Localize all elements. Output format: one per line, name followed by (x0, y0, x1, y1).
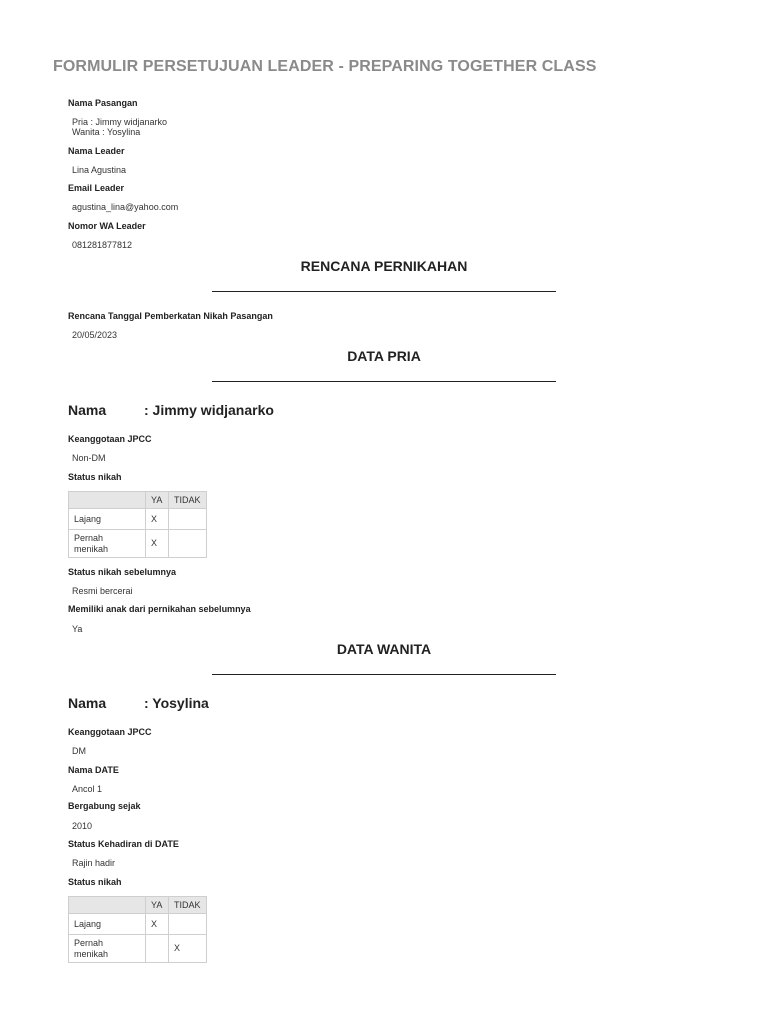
table-header-ya: YA (146, 492, 169, 509)
table-header-empty (69, 492, 146, 509)
bride-name-key: Nama (68, 695, 107, 711)
section-title-wanita: DATA WANITA (336, 641, 432, 657)
cell-ya: X (146, 914, 169, 935)
row-label-lajang: Lajang (69, 509, 146, 530)
document-title: FORMULIR PERSETUJUAN LEADER - PREPARING TOGETHER CLASS (53, 58, 597, 75)
section-rencana (0, 258, 768, 292)
section-divider (212, 674, 556, 675)
groom-membership-label: Keanggotaan JPCC (68, 434, 152, 444)
cell-ya: X (146, 509, 169, 530)
groom-status-table (68, 491, 207, 558)
groom-prev-status-label: Status nikah sebelumnya (68, 567, 177, 577)
bride-joined: 2010 (72, 821, 93, 831)
row-label-lajang: Lajang (69, 914, 146, 935)
wedding-date: 20/05/2023 (72, 330, 118, 340)
leader-email-label: Email Leader (68, 183, 125, 193)
bride-date-name: Ancol 1 (72, 784, 103, 794)
bride-membership-label: Keanggotaan JPCC (68, 727, 152, 737)
groom-status-label: Status nikah (68, 472, 122, 482)
bride-status-table (68, 896, 207, 963)
leader-name-label: Nama Leader (68, 146, 125, 156)
cell-tidak (169, 914, 207, 935)
couple-label: Nama Pasangan (68, 98, 138, 108)
cell-tidak: X (169, 935, 207, 963)
wedding-date-label: Rencana Tanggal Pemberkatan Nikah Pasangan (68, 311, 273, 321)
table-row (69, 914, 207, 935)
leader-wa-label: Nomor WA Leader (68, 221, 146, 231)
bride-status-label: Status nikah (68, 877, 122, 887)
row-label-line: menikah (74, 948, 109, 959)
section-title-rencana: RENCANA PERNIKAHAN (300, 258, 468, 274)
bride-membership: DM (72, 746, 86, 756)
row-label-pernah-menikah (69, 935, 146, 963)
groom-name-row (68, 402, 274, 418)
groom-membership: Non-DM (72, 453, 106, 463)
couple-groom: Pria : Jimmy widjanarko (72, 117, 168, 127)
groom-prev-status: Resmi bercerai (72, 586, 133, 596)
row-label-line: Pernah (74, 937, 104, 948)
cell-tidak (169, 509, 207, 530)
bride-date-name-label: Nama DATE (68, 765, 119, 775)
section-pria (0, 348, 768, 382)
groom-name-key: Nama (68, 402, 107, 418)
groom-children: Ya (72, 624, 83, 634)
cell-ya (146, 935, 169, 963)
table-header-tidak: TIDAK (169, 492, 207, 509)
cell-tidak (169, 530, 207, 558)
section-divider (212, 381, 556, 382)
section-wanita (0, 641, 768, 675)
couple-bride: Wanita : Yosylina (72, 127, 141, 137)
bride-joined-label: Bergabung sejak (68, 801, 141, 811)
table-header-ya: YA (146, 897, 169, 914)
leader-wa: 081281877812 (72, 240, 133, 250)
section-title-pria: DATA PRIA (347, 348, 421, 364)
row-label-pernah-menikah (69, 530, 146, 558)
row-label-line: Pernah (74, 532, 104, 543)
bride-attendance-label: Status Kehadiran di DATE (68, 839, 179, 849)
row-label-line: menikah (74, 543, 109, 554)
table-header-empty (69, 897, 146, 914)
groom-name-value: : Jimmy widjanarko (144, 402, 274, 418)
leader-name: Lina Agustina (72, 165, 127, 175)
table-row (69, 935, 207, 963)
table-row (69, 509, 207, 530)
groom-children-label: Memiliki anak dari pernikahan sebelumnya (68, 604, 251, 614)
leader-email: agustina_lina@yahoo.com (72, 202, 179, 212)
bride-name-row (68, 695, 209, 711)
table-header-tidak: TIDAK (169, 897, 207, 914)
table-row (69, 530, 207, 558)
bride-attendance: Rajin hadir (72, 858, 116, 868)
bride-name-value: : Yosylina (144, 695, 209, 711)
cell-ya: X (146, 530, 169, 558)
section-divider (212, 291, 556, 292)
